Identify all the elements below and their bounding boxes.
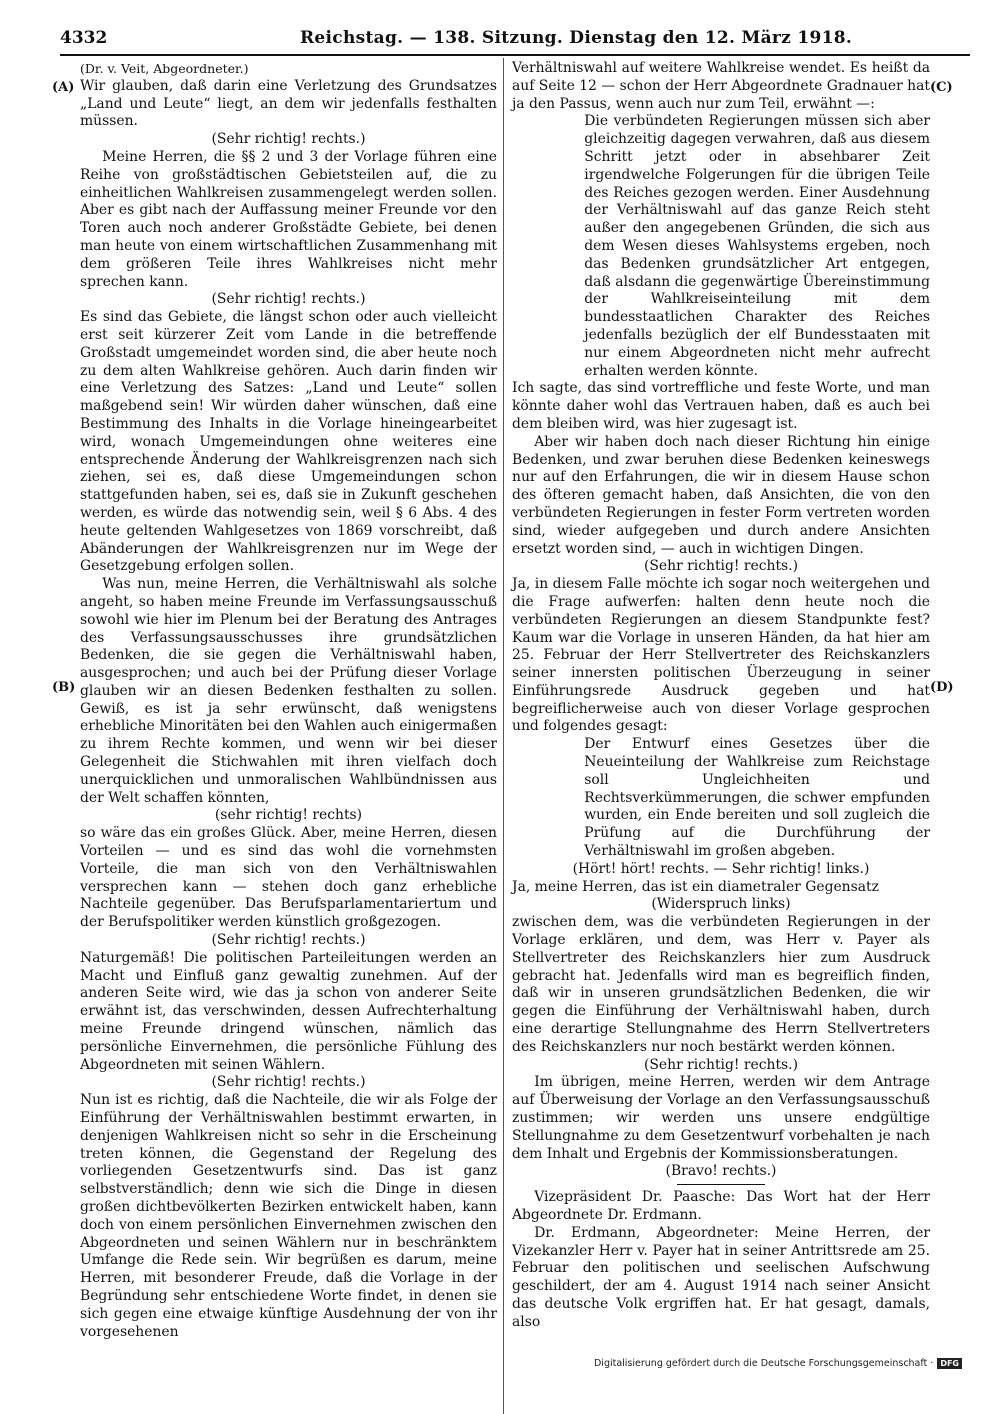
paragraph: Nun ist es richtig, daß die Nachteile, die wir als Folge der Einführung der Verhältniswahlen bestimmt erwarten, in denjenigen Wahlkreisen nicht so sehr in die Erscheinung treten können, die Gegenstand der Regelung des vorliegenden Gesetzentwurfs sind. Das ist ganz selbstverständlich; denn wie sich die Dinge in diesen großen dichtbevölkerten Bezirken entwickelt haben, kann doch von einem persönlichen Einvernehmen zwischen den Abgeordneten und seinen Wählern nur in beschränktem Umfange die Rede sein. Wir begrüßen es darum, meine Herren, mit besonderer Freude, daß die Vorlage in der Begründung sehr entschiedene Worte findet, in denen sie sich gegen eine etwaige künftige Ausdehnung der von ihr vorgesehenen <box>80 1092 497 1340</box>
paragraph: Im übrigen, meine Herren, werden wir dem Antrage auf Überweisung der Vorlage an den Verfassungsausschuß zustimmen; wir werden uns unsere endgültige Stellungnahme zu dem Gesetzentwurf vorbehalten je nach dem Inhalt und Ergebnis der Kommissionsberatungen. <box>512 1074 930 1162</box>
paragraph: Es sind das Gebiete, die längst schon oder auch vielleicht erst seit kürzerer Zeit vom Lande in die betreffende Großstadt umgemeindet worden sind, die aber heute noch zu dem alten Wahlkreise gehören. Auch darin finden wir eine Verletzung des Satzes: „Land und Leute“ sollen maßgebend sein! Wir würden daher wünschen, daß eine Bestimmung des Inhalts in die Vorlage hineingearbeitet wird, wonach Umgemeindungen ohne weiteres eine entsprechende Änderung der Wahlkreisgrenzen nach sich ziehen, sei es, daß diese Umgemeindungen schon stattgefunden haben, sei es, daß sie in Zukunft geschehen werden, es würde das notwendig sein, weil § 6 Abs. 4 des heute geltenden Wahlgesetzes von 1869 vorschreibt, daß Abänderungen der Wahlkreisgrenzen nur im Wege der Gesetzgebung erfolgen sollen. <box>80 309 497 575</box>
column-divider <box>503 58 504 1414</box>
paragraph: Meine Herren, die §§ 2 und 3 der Vorlage führen eine Reihe von großstädtischen Gebietsteilen auf, die zu einheitlichen Wahlkreisen zusammengelegt werden sollen. Aber es gibt nach der Auffassung meiner Freunde vor den Toren auch noch anderer Großstädte Gebiete, bei denen man heute von einem wirtschaftlichen Zusammenhang mit dem größeren Teile ihres Wahlkreises nicht mehr sprechen kann. <box>80 148 497 290</box>
quotation: Die verbündeten Regierungen müssen sich aber gleichzeitig dagegen verwahren, daß aus diesem Schritt jetzt oder in absehbarer Zeit irgendwelche Folgerungen für die übrigen Teile des Reiches gezogen werden. Einer Ausdehnung der Verhältniswahl auf das ganze Reich steht außer den angegebenen Gründen, die sich aus dem Wesen dieses Wahlsystems ergeben, noch das Bedenken grundsätzlicher Art entgegen, daß alsdann die gegenwärtige Übereinstimmung der Wahlkreiseinteilung mit dem bundesstaatlichen Charakter des Reiches jedenfalls bezüglich der elf Bundesstaaten mit nur einem Abgeordneten nicht mehr aufrecht erhalten werden könnte. <box>584 113 930 379</box>
paragraph: Aber wir haben doch nach dieser Richtung hin einige Bedenken, und zwar beruhen diese Bedenken keineswegs nur auf den Erfahrungen, die wir in diesem Hause schon des öfteren gemacht haben, daß Ansichten, die von den verbündeten Regierungen in fester Form vertreten worden sind, wieder aufgegeben und durch andere Ansichten ersetzt worden sind, — auch in wichtigen Dingen. <box>512 433 930 557</box>
right-column <box>512 60 930 1332</box>
paragraph: Wir glauben, daß darin eine Verletzung des Grundsatzes „Land und Leute“ liegt, an dem wir jedenfalls festhalten müssen. <box>80 77 497 130</box>
interjection: (Sehr richtig! rechts.) <box>211 1074 366 1091</box>
paragraph: Ja, in diesem Falle möchte ich sogar noch weitergehen und die Frage aufwerfen: halten denn heute noch die verbündeten Regierungen an diesem Standpunkte fest? Kaum war die Vorlage in unseren Händen, da hat hier am 25. Februar der Herr Stellvertreter des Reichskanzlers seiner innersten politischen Überzeugung in seiner Einführungsrede Ausdruck gegeben und hat begreiflicherweise auch von dieser Vorlage gesprochen und folgendes gesagt: <box>512 576 930 735</box>
interjection: (Sehr richtig! rechts.) <box>643 558 798 575</box>
paragraph: Vizepräsident Dr. Paasche: Das Wort hat der Herr Abgeordnete Dr. Erdmann. <box>512 1189 930 1223</box>
interjection: (Sehr richtig! rechts.) <box>211 131 366 148</box>
footer <box>594 1358 962 1369</box>
left-column <box>80 60 497 1341</box>
interjection: (Sehr richtig! rechts.) <box>211 291 366 308</box>
interjection: (Widerspruch links) <box>651 896 791 913</box>
page-header <box>60 26 970 54</box>
margin-marker-a: (A) <box>52 80 75 95</box>
dfg-logo: DFG <box>937 1358 962 1369</box>
paragraph: zwischen dem, was die verbündeten Regierungen in der Vorlage erklären, und dem, was Herr v. Payer als Stellvertreter des Reichskanzlers hier zum Ausdruck gebracht hat. Jedenfalls wird man es begreiflich finden, daß wir in unseren grundsätzlichen Bedenken, die wir gegen die Einführung der Verhältniswahl haben, durch eine derartige Stellungnahme des Herrn Stellvertreters des Reichskanzlers nur noch bestärkt werden können. <box>512 914 930 1055</box>
interjection: (Hört! hört! rechts. — Sehr richtig! links.) <box>572 860 870 877</box>
paragraph: Naturgemäß! Die politischen Parteileitungen werden an Macht und Einfluß ganz gewaltig zunehmen. Auf der anderen Seite wird, wie das ja schon von anderer Seite erwähnt ist, das verschwinden, dessen Aufrechterhaltung meine Freunde dringend wünschen, nämlich das persönliche Einvernehmen, die persönliche Fühlung des Abgeordneten mit seinen Wählern. <box>80 949 497 1073</box>
margin-marker-d: (D) <box>930 680 954 695</box>
header-rule <box>60 54 970 56</box>
running-title: Reichstag. — 138. Sitzung. Dienstag den 12. März 1918. <box>300 28 853 48</box>
interjection: (sehr richtig! rechts) <box>214 807 363 824</box>
interjection: (Bravo! rechts.) <box>665 1163 777 1180</box>
paragraph: Was nun, meine Herren, die Verhältniswahl als solche angeht, so haben meine Freunde im Verfassungsausschuß sowohl wie hier im Plenum bei der Beratung des Antrages des Verfassungsausschusses ihre grundsätzlichen Bedenken, die sie gegen die Verhältniswahl haben, ausgesprochen; und auch bei der Prüfung dieser Vorlage glauben wir an diesen Bedenken festhalten zu sollen. Gewiß, es ist ja sehr erwünscht, daß wenigstens erhebliche Minoritäten bei den Wahlen auch einigermaßen zu ihrem Rechte kommen, und wenn wir bei dieser Gelegenheit die Stichwahlen mit ihren vielfach doch unerquicklichen und unmoralischen Wahlbündnissen aus der Welt schaffen könnten, <box>80 576 497 806</box>
interjection: (Sehr richtig! rechts.) <box>211 932 366 949</box>
paragraph: so wäre das ein großes Glück. Aber, meine Herren, diesen Vorteilen — und es sind das wohl die vornehmsten Vorteile, die man sich von den Verhältniswahlen versprechen kann — stehen doch ganz erhebliche Nachteile gegenüber. Das Berufsparlamentariertum und der Berufspolitiker werden künstlich großgezogen. <box>80 825 497 931</box>
page-number: 4332 <box>60 28 108 48</box>
paragraph: Verhältniswahl auf weitere Wahlkreise wendet. Es heißt da auf Seite 12 — schon der Herr Abgeordnete Gradnauer hat ja den Passus, wenn auch nur zum Teil, erwähnt —: <box>512 60 930 112</box>
margin-marker-c: (C) <box>930 80 953 95</box>
paragraph: Ich sagte, das sind vortreffliche und feste Worte, und man könnte daher wohl das Vertrauen haben, daß es auch bei dem bleiben wird, was hier zugesagt ist. <box>512 380 930 432</box>
footer-credit: Digitalisierung gefördert durch die Deutsche Forschungsgemeinschaft · <box>593 1358 934 1369</box>
quotation: Der Entwurf eines Gesetzes über die Neueinteilung der Wahlkreise zum Reichstage soll Ungleichheiten und Rechtsverkümmerungen, die schwer empfunden wurden, ein Ende bereiten und soll zugleich die Prüfung auf die Durchführung der Verhältniswahl im großen abgeben. <box>584 736 930 860</box>
margin-marker-b: (B) <box>52 680 76 695</box>
speaker-line: (Dr. v. Veit, Abgeordneter.) <box>80 61 249 76</box>
section-rule <box>677 1184 765 1185</box>
interjection: (Sehr richtig! rechts.) <box>643 1056 798 1073</box>
paragraph: Ja, meine Herren, das ist ein diametraler Gegensatz <box>512 878 879 895</box>
paragraph: Dr. Erdmann, Abgeordneter: Meine Herren, der Vizekanzler Herr v. Payer hat in seiner Antrittsrede am 25. Februar den politischen und seelischen Aufschwung geschildert, der am 4. August 1914 nach seiner Ansicht das deutsche Volk ergriffen hat. Er hat gesagt, damals, also <box>512 1224 930 1330</box>
